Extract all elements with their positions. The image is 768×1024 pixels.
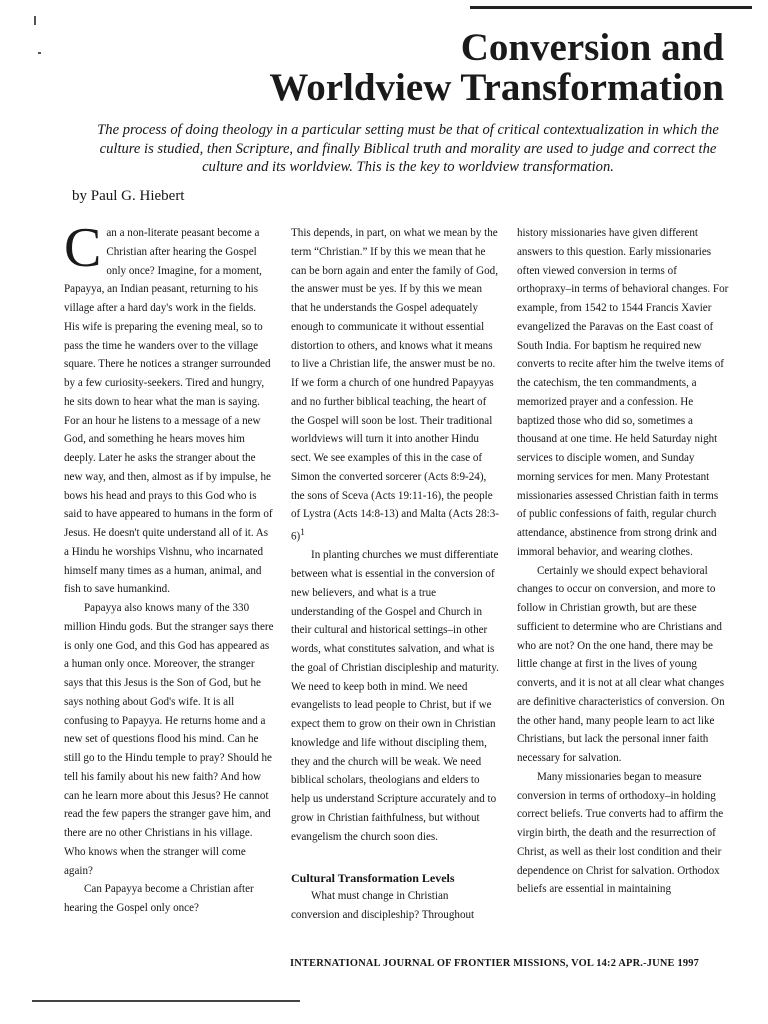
paragraph: history missionaries have given different answers to this question. Early missionaries often viewed conversion in terms of orthopraxy–in terms of behavioral changes. For example, from 1542 to 1544 Francis Xavier evangelized the Paravas on the East coast of South India. For baptism he required new converts to recite after him the twelve items of the catechism, the ten commandments, a memorized prayer and a confession. He baptized those who did so, sometimes a thousand at one time. He held Saturday night services to disciple women, and Sunday morning services for men. Many Protestant missionaries assessed Christian faith in terms of public confessions of faith, regular church attendance, abstinence from strong drink and immoral behavior, and wearing clothes. — [517, 227, 729, 558]
scan-speck — [34, 16, 36, 25]
top-rule — [470, 6, 752, 9]
column-3 — [517, 224, 730, 899]
paragraph: What must change in Christian conversion and discipleship? Throughout — [291, 890, 475, 922]
footnote-marker: 1 — [300, 528, 305, 538]
byline: by Paul G. Hiebert — [72, 188, 185, 204]
column-1 — [64, 217, 274, 918]
paragraph: Papayya also knows many of the 330 million Hindu gods. But the stranger says there is only one God, and this God has appeared as a human only once. Moreover, the stranger says that this Jesus is the Son of God, but he says nothing about God's wife. It is all confusing to Papayya. He returns home and a new set of questions flood his mind. Can he still go to the Hindu temple to pray? Should he tell his family about his new faith? And how can he learn more about this Jesus? He cannot read the few papers the stranger gave him, and there are no other Christians in his village. Who knows when the stranger will come again? — [64, 602, 274, 877]
paragraph: In planting churches we must differentiate between what is essential in the conversion of new believers, and what is a true understanding of the Gospel and Church in their cultural and historical settings–in other words, what constitutes salvation, and what is the goal of Christian discipleship and maturity. We need to keep both in mind. We need evangelists to lead people to Christ, but if we expect them to grow on their own in Christian knowledge and life without discipling them, they and the church will be weak. We need biblical scholars, theologians and elders to help us understand Scripture accurately and to grow in Christian faithfulness, but without evangelism the church soon dies. — [291, 549, 499, 843]
drop-cap: C — [64, 217, 102, 279]
bottom-rule — [32, 1000, 300, 1002]
paragraph: an a non-literate peasant become a Christian after hearing the Gospel only once? Imagine, for a moment, Papayya, an Indian peasant, returning to his village after a hard day's work in the fields. His wife is preparing the evening meal, so to pass the time he wanders over to the village square. There he notices a stranger surrounded by a few curiosity-seekers. Tired and hungry, he sits down to hear what the man is saying. For an hour he listens to a message of a new God, and something he hears moves him deeply. Later he asks the stranger about the new way, and then, almost as if by impulse, he bows his head and prays to this God who is said to have appeared to humans in the form of Jesus. He doesn't quite understand all of it. As a Hindu he worships Vishnu, who incarnated himself many times as a human, animal, and fish to save humankind. — [64, 227, 273, 596]
title-line-1: Conversion and — [460, 26, 724, 69]
paragraph: Can Papayya become a Christian after hearing the Gospel only once? — [64, 883, 254, 914]
scan-speck — [38, 52, 41, 54]
title-line-2: Worldview Transformation — [269, 66, 724, 109]
paragraph-text: This depends, in part, on what we mean by the term “Christian.” If by this we mean that he can be born again and enter the family of God, the answer must be yes. If by this we mean that he understands the Gospel adequately enough to communicate it without essential distortion to others, and knows what it means to live a Christian life, the answer must be no. If we form a church of one hundred Papayyas and no further biblical teaching, the heart of the Gospel will soon be lost. Their traditional worldviews will turn it into another Hindu sect. We see examples of this in the case of Simon the converted sorcerer (Acts 8:9-24), the sons of Sceva (Acts 19:11-16), the people of Lystra (Acts 14:8-13) and Malta (Acts 28:3-6) — [291, 227, 499, 543]
section-heading: Cultural Transformation Levels — [291, 871, 455, 886]
paragraph — [291, 224, 499, 546]
journal-footer: INTERNATIONAL JOURNAL OF FRONTIER MISSIONS, VOL 14:2 APR.-JUNE 1997 — [290, 958, 700, 969]
column-2 — [291, 224, 499, 925]
paragraph: Certainly we should expect behavioral changes to occur on conversion, and more to follow in Christian growth, but are these sufficient to determine who are Christians and who are not? On the one hand, there may be little change at first in the lives of young converts, and it is not at all clear what changes are definitive characteristics of conversion. On the other hand, many people learn to act like Christians, but lack the personal inner faith necessary for salvation. — [517, 564, 725, 764]
paragraph: Many missionaries began to measure conversion in terms of orthodoxy–in holding correct beliefs. True converts had to affirm the virgin birth, the death and the resurrection of Christ, as well as their lost condition and their dependence on Christ for salvation. Orthodox beliefs are essential in maintaining — [517, 770, 724, 896]
article-subtitle: The process of doing theology in a particular setting must be that of critical contextualization in which the culture is studied, then Scripture, and finally Biblical truth and morality are used to judge and correct the culture and its worldview. This is the key to worldview transformation. — [97, 122, 719, 175]
article-title — [269, 28, 724, 108]
